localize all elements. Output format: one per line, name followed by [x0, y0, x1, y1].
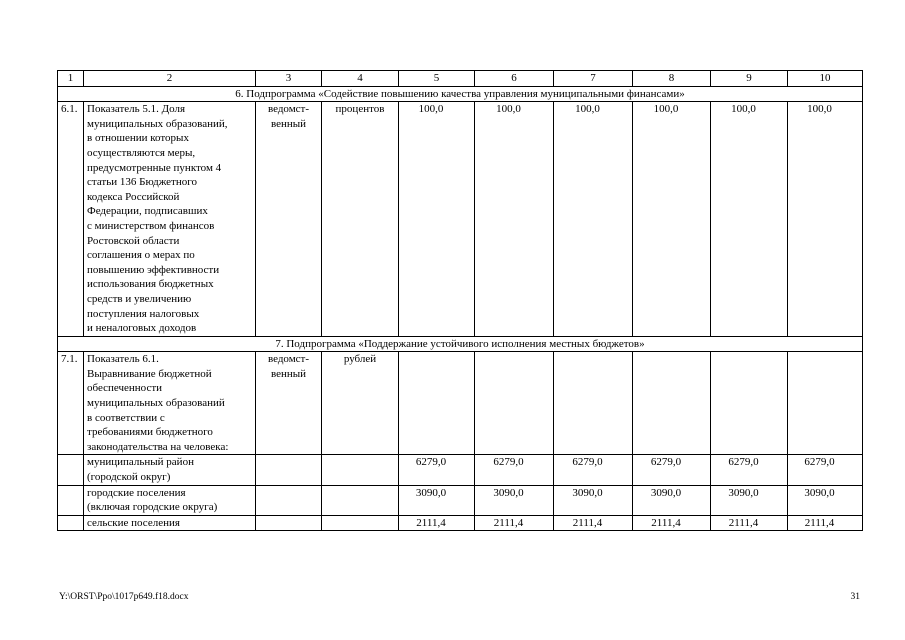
indicator-line: Показатель 6.1. — [87, 353, 159, 366]
indicator-line: Федерации, подписавших — [87, 205, 208, 218]
footer-file-path: Y:\ORST\Ppo\1017p649.f18.docx — [59, 592, 189, 602]
subrow-rural-settlements — [58, 515, 863, 531]
value-cell: 6279,0 — [711, 455, 788, 485]
subprogram-title: 7. Подпрограмма «Поддержание устойчивого исполнения местных бюджетов» — [58, 336, 863, 352]
row-number: 7.1. — [58, 352, 84, 455]
column-number: 7 — [554, 71, 633, 87]
value-cell — [554, 352, 633, 455]
unit-of-measure: процентов — [322, 102, 399, 337]
row-number — [58, 485, 84, 515]
column-number-row — [58, 71, 863, 87]
indicator-row-6-1 — [58, 102, 863, 337]
value-cell: 3090,0 — [788, 485, 863, 515]
unit-of-measure: рублей — [322, 352, 399, 455]
subprogram-6-header-row — [58, 86, 863, 102]
indicator-line: Выравнивание бюджетной — [87, 367, 212, 380]
subrow-label-line: (городской округ) — [87, 471, 171, 484]
value-cell: 2111,4 — [554, 515, 633, 531]
indicator-line: законодательства на человека: — [87, 440, 229, 453]
value-cell: 2111,4 — [475, 515, 554, 531]
subprogram-7-header-row — [58, 336, 863, 352]
value-cell — [633, 352, 711, 455]
indicator-line: осуществляются меры, — [87, 146, 196, 159]
row-number — [58, 515, 84, 531]
indicator-line: Ростовской области — [87, 234, 180, 247]
indicator-line: и неналоговых доходов — [87, 322, 197, 335]
value-cell — [475, 352, 554, 455]
indicator-line: использования бюджетных — [87, 278, 214, 291]
value-cell: 3090,0 — [711, 485, 788, 515]
indicator-line: поступления налоговых — [87, 307, 200, 320]
subrow-label-line: сельские поселения — [87, 516, 180, 529]
indicators-table — [57, 70, 863, 531]
value-cell: 100,0 — [633, 102, 711, 337]
indicator-description — [84, 102, 256, 337]
value-cell: 2111,4 — [788, 515, 863, 531]
unit-of-measure — [322, 515, 399, 531]
unit-of-measure — [322, 485, 399, 515]
indicator-description — [84, 352, 256, 455]
column-number: 5 — [399, 71, 475, 87]
subrow-label-line: городские поселения — [87, 486, 186, 499]
subrow-label — [84, 515, 256, 531]
value-cell: 6279,0 — [788, 455, 863, 485]
value-cell: 2111,4 — [399, 515, 475, 531]
page-number: 31 — [850, 592, 860, 602]
value-cell: 100,0 — [554, 102, 633, 337]
indicator-line: кодекса Российской — [87, 190, 180, 203]
value-cell: 6279,0 — [399, 455, 475, 485]
value-cell: 3090,0 — [475, 485, 554, 515]
row-number: 6.1. — [58, 102, 84, 337]
indicator-line: предусмотренные пунктом 4 — [87, 161, 222, 174]
indicator-type — [256, 515, 322, 531]
column-number: 10 — [788, 71, 863, 87]
indicator-line: средств и увеличению — [87, 292, 192, 305]
value-cell: 100,0 — [475, 102, 554, 337]
column-number: 1 — [58, 71, 84, 87]
column-number: 9 — [711, 71, 788, 87]
indicator-type — [256, 102, 322, 337]
indicator-line: соглашения о мерах по — [87, 249, 195, 262]
indicator-line: муниципальных образований, — [87, 117, 228, 130]
indicator-type — [256, 455, 322, 485]
indicator-line: муниципальных образований — [87, 397, 225, 410]
indicator-line: статьи 136 Бюджетного — [87, 176, 197, 189]
indicator-type-line: венный — [270, 117, 307, 130]
indicator-line: требованиями бюджетного — [87, 426, 213, 439]
value-cell — [711, 352, 788, 455]
column-number: 2 — [84, 71, 256, 87]
value-cell: 3090,0 — [633, 485, 711, 515]
indicator-line: Показатель 5.1. Доля — [87, 103, 186, 116]
value-cell: 6279,0 — [475, 455, 554, 485]
row-number — [58, 455, 84, 485]
subrow-label-line: (включая городские округа) — [87, 501, 218, 514]
value-cell: 100,0 — [788, 102, 863, 337]
indicator-type-line: ведомст- — [267, 103, 310, 116]
subrow-label-line: муниципальный район — [87, 456, 194, 469]
indicator-line: в соответствии с — [87, 411, 165, 424]
indicator-type-line: ведомст- — [267, 353, 310, 366]
value-cell: 6279,0 — [633, 455, 711, 485]
indicator-line: в отношении которых — [87, 132, 189, 145]
indicator-line: с министерством финансов — [87, 219, 215, 232]
value-cell — [788, 352, 863, 455]
subrow-label — [84, 455, 256, 485]
value-cell: 2111,4 — [711, 515, 788, 531]
subrow-urban-settlements — [58, 485, 863, 515]
column-number: 6 — [475, 71, 554, 87]
value-cell: 3090,0 — [399, 485, 475, 515]
value-cell: 6279,0 — [554, 455, 633, 485]
indicator-row-7-1 — [58, 352, 863, 455]
subrow-label — [84, 485, 256, 515]
subprogram-title: 6. Подпрограмма «Содействие повышению качества управления муниципальными финансами» — [58, 86, 863, 102]
indicator-line: обеспеченности — [87, 382, 163, 395]
indicator-type — [256, 352, 322, 455]
indicator-type — [256, 485, 322, 515]
indicator-type-line: венный — [270, 367, 307, 380]
value-cell: 100,0 — [399, 102, 475, 337]
unit-of-measure — [322, 455, 399, 485]
value-cell: 3090,0 — [554, 485, 633, 515]
column-number: 8 — [633, 71, 711, 87]
value-cell: 100,0 — [711, 102, 788, 337]
value-cell: 2111,4 — [633, 515, 711, 531]
subrow-municipal-district — [58, 455, 863, 485]
value-cell — [399, 352, 475, 455]
column-number: 4 — [322, 71, 399, 87]
column-number: 3 — [256, 71, 322, 87]
indicator-line: повышению эффективности — [87, 263, 220, 276]
